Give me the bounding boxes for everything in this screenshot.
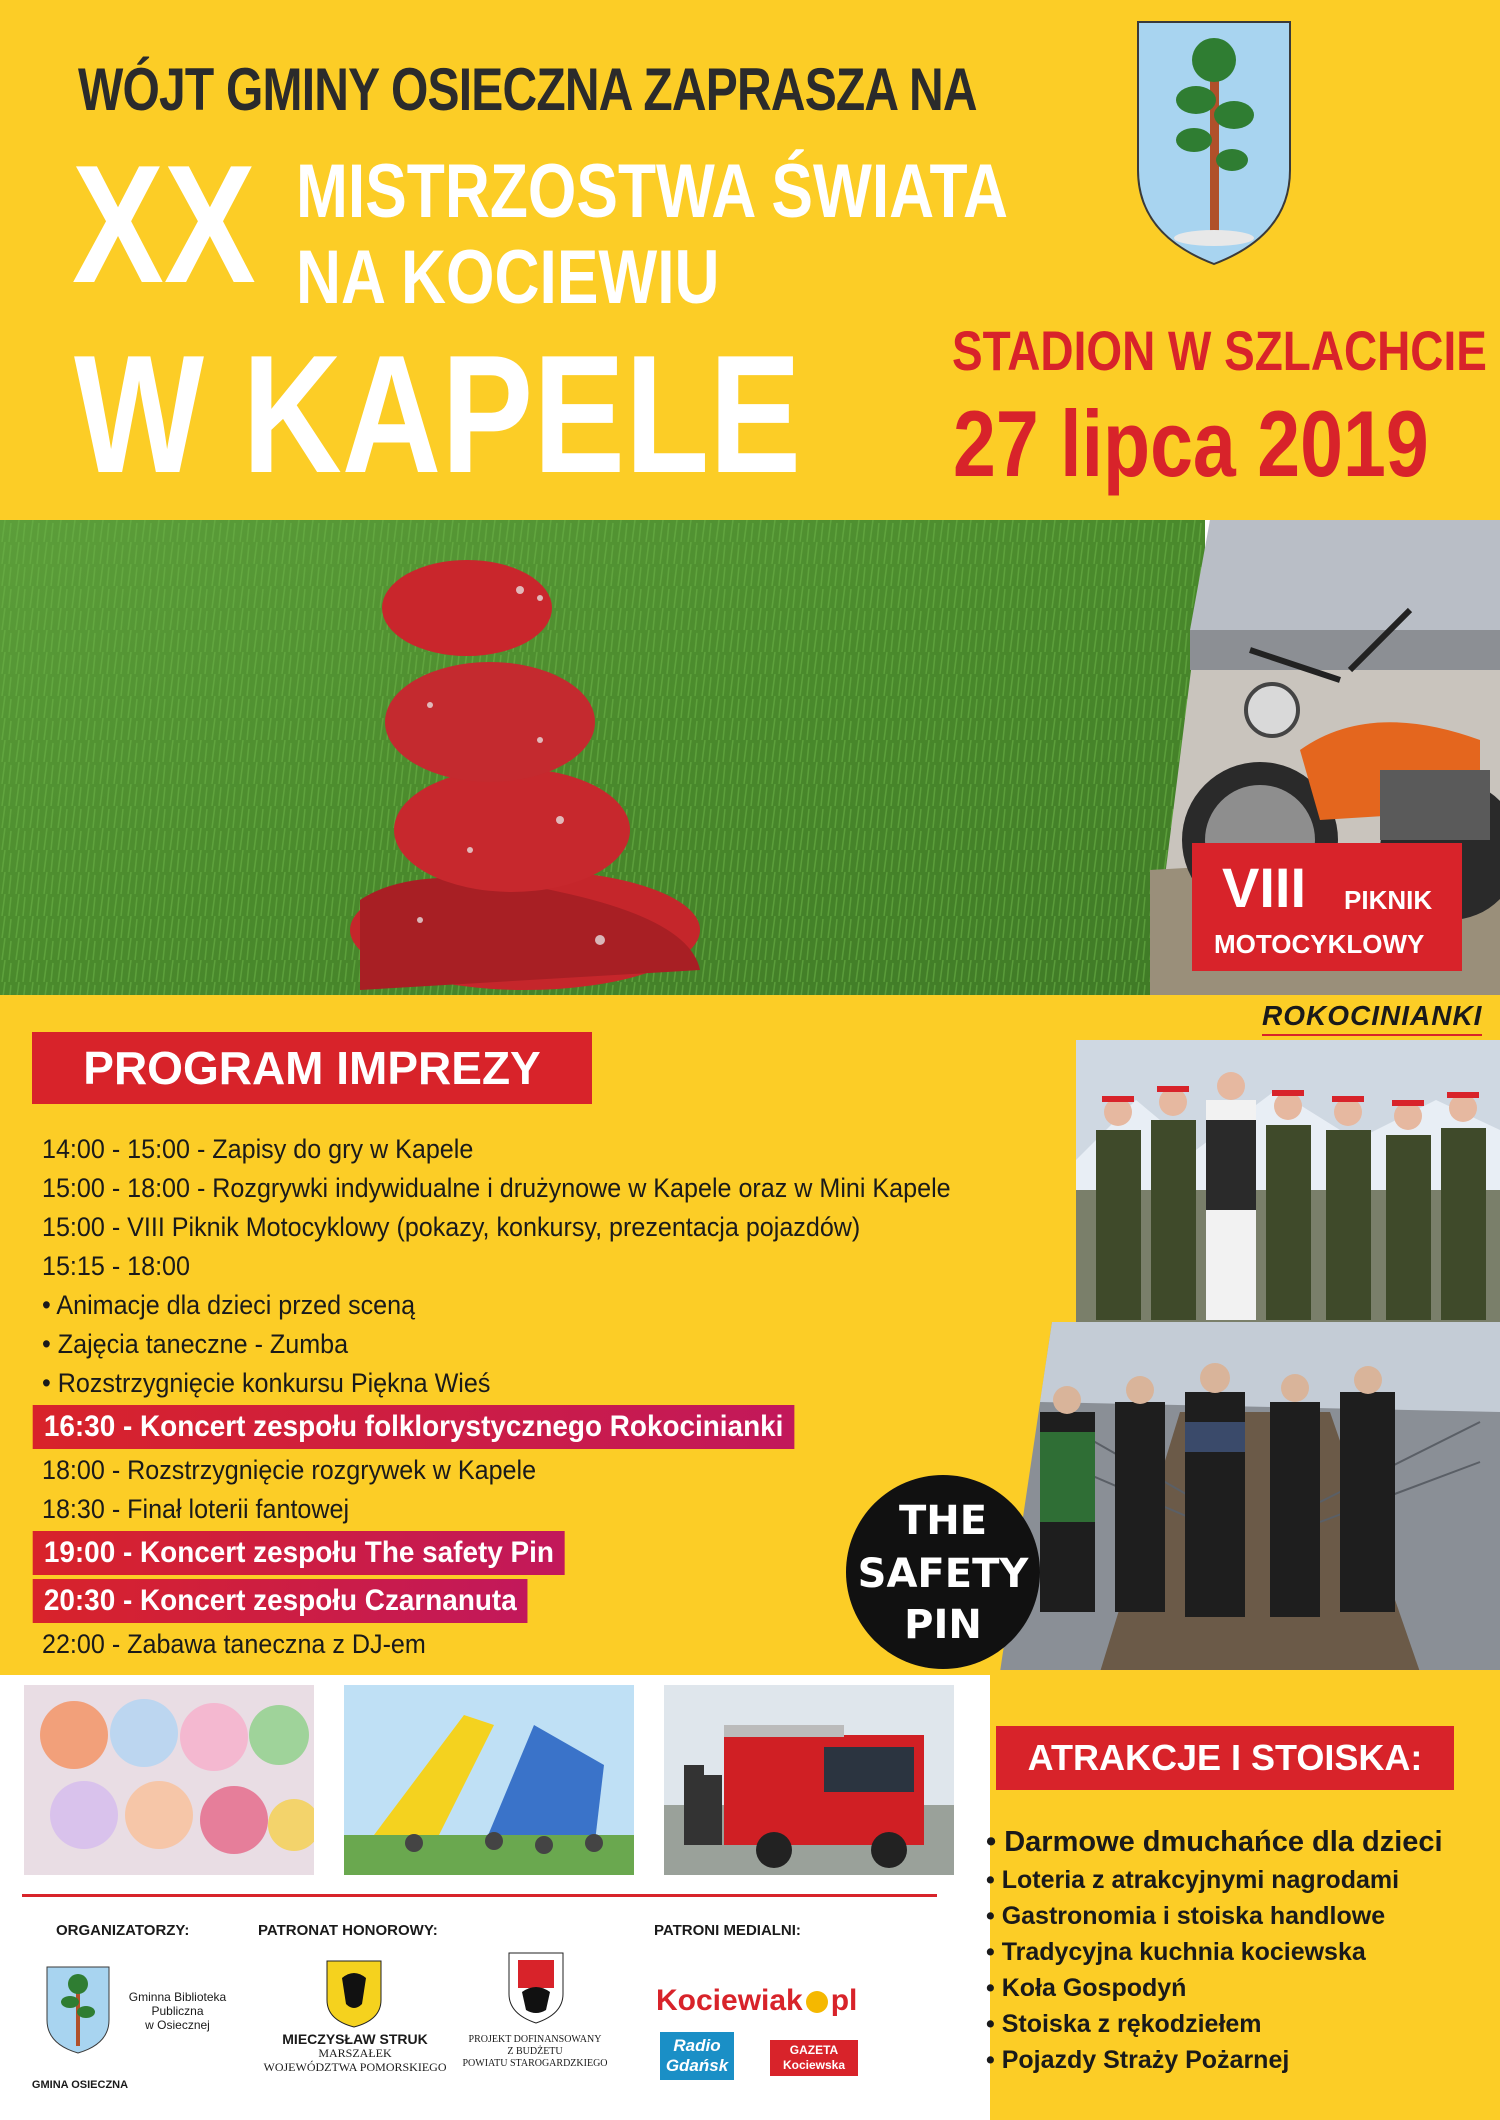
gazeta-kociewska-logo <box>770 2040 858 2076</box>
marshal-title: MARSZAŁEK <box>318 2046 392 2060</box>
picnic-word: PIKNIK <box>1344 885 1433 915</box>
program-item: 14:00 - 15:00 - Zapisy do gry w Kapele <box>42 1134 474 1164</box>
kociewiak-logo <box>656 1984 857 2018</box>
library-name <box>120 1990 235 2032</box>
kociewiak-domain: pl <box>830 1984 858 2017</box>
program-item: 15:00 - 18:00 - Rozgrywki indywidualne i drużynowe w Kapele oraz w Mini Kapele <box>42 1173 951 1203</box>
program-item: 15:15 - 18:00 <box>42 1251 191 1281</box>
marshal-info <box>250 2032 460 2074</box>
venue: STADION W SZLACHCIE <box>952 319 1487 382</box>
program-item: 18:30 - Finał loterii fantowej <box>42 1494 350 1524</box>
program-item-highlighted: 16:30 - Koncert zespołu folklorystycznego Rokocinianki <box>33 1405 795 1449</box>
pomorskie-crest <box>326 1960 382 2028</box>
logo-the: THE <box>898 1498 988 1544</box>
the-safety-pin-logo <box>840 1470 1050 1670</box>
patronage-label: PATRONAT HONOROWY: <box>258 1922 438 1939</box>
gmina-name: GMINA OSIECZNA <box>31 2079 129 2091</box>
project-line-3: POWIATU STAROGARDZKIEGO <box>462 2058 608 2069</box>
powiat-crest <box>508 1952 564 2024</box>
program-item-highlighted: 19:00 - Koncert zespołu The safety Pin <box>33 1531 565 1575</box>
attraction-item: • Loteria z atrakcyjnymi nagrodami <box>986 1866 1400 1894</box>
radio-gdansk-logo <box>660 2032 734 2080</box>
invitation-line: WÓJT GMINY OSIECZNA ZAPRASZA NA <box>78 56 977 123</box>
radio-line-2: Gdańsk <box>665 2056 729 2075</box>
library-line-1: Gminna Biblioteka <box>128 1990 227 2004</box>
library-line-2: Publiczna <box>151 2004 204 2018</box>
attraction-item: • Stoiska z rękodziełem <box>986 2010 1262 2038</box>
marshal-voivodeship: WOJEWÓDZTWA POMORSKIEGO <box>263 2060 447 2074</box>
footer-divider <box>22 1894 937 1897</box>
main-title: W KAPELE <box>74 320 802 508</box>
gazeta-line-1: GAZETA <box>789 2043 839 2057</box>
attraction-item: • Koła Gospodyń <box>986 1974 1187 2002</box>
attraction-item: • Tradycyjna kuchnia kociewska <box>986 1938 1366 1966</box>
gazeta-line-2: Kociewska <box>782 2058 846 2072</box>
program-item: 18:00 - Rozstrzygnięcie rozgrywek w Kapele <box>42 1455 537 1485</box>
project-line-2: Z BUDŻETU <box>507 2046 563 2057</box>
stone-stack-photo <box>0 520 1205 995</box>
media-patrons-label: PATRONI MEDIALNI: <box>654 1922 801 1939</box>
kociewiak-text: Kociewiak <box>656 1984 803 2017</box>
fire-truck-photo <box>664 1685 954 1875</box>
radio-line-1: Radio <box>673 2036 721 2055</box>
program-item: • Rozstrzygnięcie konkursu Piękna Wieś <box>42 1368 491 1398</box>
attractions-title: ATRAKCJE I STOISKA: <box>996 1726 1454 1790</box>
handmade-toys-photo <box>24 1685 314 1875</box>
picnic-motorcycle-word: MOTOCYKLOWY <box>1214 929 1425 959</box>
event-date: 27 lipca 2019 <box>953 391 1429 496</box>
attraction-item: • Gastronomia i stoiska handlowe <box>986 1902 1386 1930</box>
folk-group-photo <box>1076 1040 1500 1322</box>
logo-pin: PIN <box>904 1602 982 1648</box>
picnic-edition: VIII <box>1222 856 1307 919</box>
attractions-list <box>986 1822 1443 2078</box>
attraction-item: • Pojazdy Straży Pożarnej <box>986 2046 1290 2074</box>
program-item: 15:00 - VIII Piknik Motocyklowy (pokazy, konkursy, prezentacja pojazdów) <box>42 1212 861 1242</box>
program-item: • Zajęcia taneczne - Zumba <box>42 1329 349 1359</box>
title-line-1: MISTRZOSTWA ŚWIATA <box>296 149 1008 234</box>
gmina-coat-of-arms <box>1136 20 1292 266</box>
marshal-name: MIECZYSŁAW STRUK <box>282 2031 428 2047</box>
library-line-3: w Osiecznej <box>145 2018 210 2032</box>
edition-roman-numeral: XX <box>72 130 256 318</box>
bouncy-castle-photo <box>344 1685 634 1875</box>
organizers-label: ORGANIZATORZY: <box>56 1922 190 1939</box>
program-item-highlighted: 20:30 - Koncert zespołu Czarnanuta <box>33 1579 528 1623</box>
logo-safety: SAFETY <box>857 1551 1029 1597</box>
rokocinianki-label: ROKOCINIANKI <box>1262 1000 1482 1036</box>
title-line-2: NA KOCIEWIU <box>296 235 720 320</box>
project-funding <box>460 2034 610 2070</box>
project-line-1: PROJEKT DOFINANSOWANY <box>468 2034 602 2045</box>
moto-picnic-badge <box>1192 843 1462 971</box>
program-item: 22:00 - Zabawa taneczna z DJ-em <box>42 1629 426 1659</box>
kociewiak-dot-icon <box>806 1991 828 2013</box>
program-title: PROGRAM IMPREZY <box>32 1032 592 1104</box>
attraction-item: • Darmowe dmuchańce dla dzieci <box>986 1826 1443 1858</box>
gmina-crest-small <box>46 1966 110 2054</box>
band-photo <box>1000 1322 1500 1672</box>
program-item: • Animacje dla dzieci przed sceną <box>42 1290 416 1320</box>
